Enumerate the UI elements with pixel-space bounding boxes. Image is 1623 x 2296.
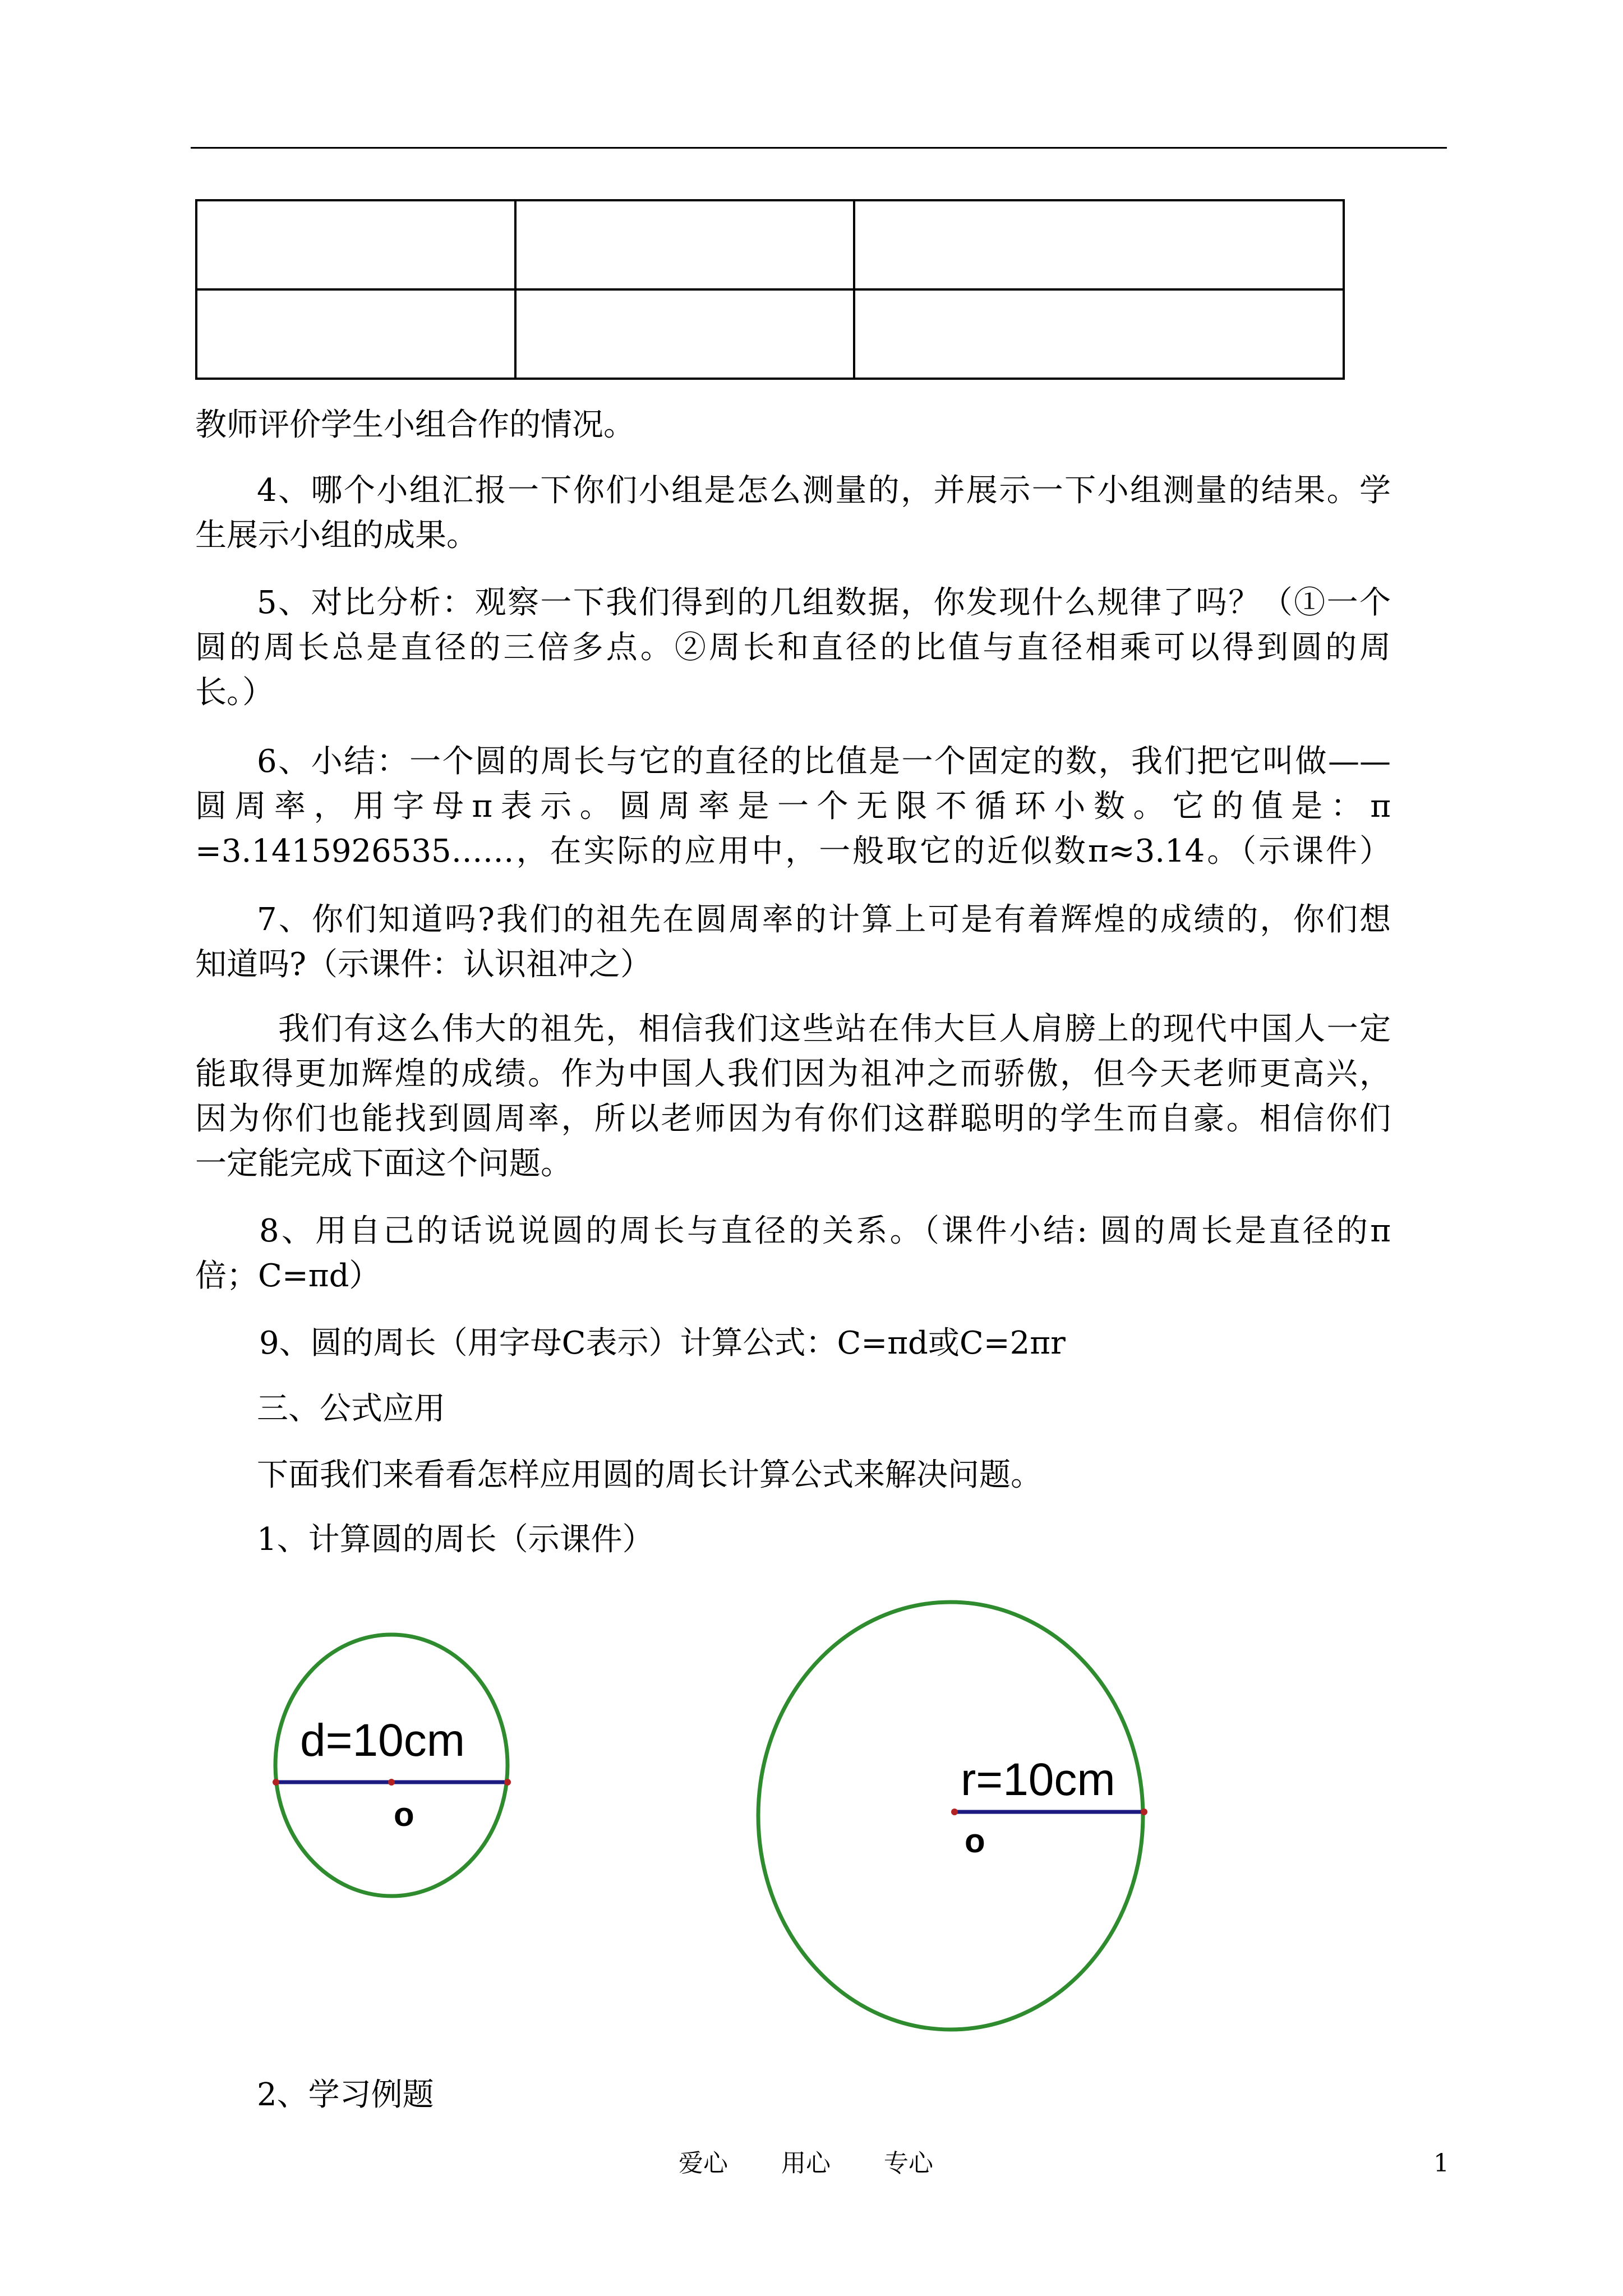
circle-radius-figure: [758, 1602, 1147, 2030]
circles-figure: [247, 1559, 1234, 2042]
table-cell: [515, 200, 854, 289]
paragraph-7-line: 7、你们知道吗?我们的祖先在圆周率的计算上可是有着辉煌的成绩的，你们想: [257, 901, 1391, 938]
paragraph-ancestors-line: 因为你们也能找到圆周率，所以老师因为有你们这群聪明的学生而自豪。相信你们: [195, 1101, 1391, 1137]
paragraph-7-line: 知道吗?（示课件：认识祖冲之）: [195, 946, 652, 983]
center-label: o: [965, 1822, 985, 1860]
paragraph-8-line: 8、用自己的话说说圆的周长与直径的关系。（课件小结: 圆的周长是直径的π: [259, 1213, 1391, 1249]
table-cell: [196, 200, 515, 289]
table-row: [196, 200, 1344, 289]
paragraph-6-line: 6、小结：一个圆的周长与它的直径的比值是一个固定的数，我们把它叫做——: [257, 743, 1391, 780]
center-point: [388, 1779, 395, 1786]
footer-item: 爱心: [679, 2149, 728, 2178]
paragraph-ancestors-line: 我们有这么伟大的祖先，相信我们这些站在伟大巨人肩膀上的现代中国人一定: [278, 1011, 1391, 1047]
radius-label: r=10cm: [961, 1754, 1115, 1805]
section-heading-formula-application: 三、公式应用: [257, 1391, 445, 1427]
circle-diameter-figure: [273, 1635, 511, 1896]
blank-table: [195, 199, 1345, 380]
endpoint: [504, 1779, 511, 1786]
paragraph-5-line: 圆的周长总是直径的三倍多点。②周长和直径的比值与直径相乘可以得到圆的周: [195, 629, 1391, 666]
paragraph-4-line: 4、哪个小组汇报一下你们小组是怎么测量的，并展示一下小组测量的结果。学: [257, 472, 1391, 509]
paragraph-intro: 下面我们来看看怎样应用圆的周长计算公式来解决问题。: [257, 1457, 1042, 1493]
paragraph-6-line: 圆周率，用字母π表示。圆周率是一个无限不循环小数。它的值是：π: [195, 788, 1391, 825]
large-circle: [758, 1602, 1143, 2030]
footer: [679, 2147, 986, 2180]
paragraph-8-line: 倍；C=πd）: [195, 1258, 381, 1294]
table-row: [196, 289, 1344, 379]
endpoint: [1141, 1809, 1147, 1815]
paragraph-ancestors-line: 能取得更加辉煌的成绩。作为中国人我们因为祖冲之而骄傲，但今天老师更高兴，: [195, 1056, 1391, 1092]
paragraph-evaluation: 教师评价学生小组合作的情况。: [195, 407, 635, 443]
table-cell: [515, 289, 854, 379]
paragraph-example: 2、学习例题: [257, 2077, 434, 2113]
endpoint: [273, 1779, 279, 1786]
table-cell: [196, 289, 515, 379]
center-point: [951, 1809, 958, 1815]
paragraph-5-line: 长。）: [195, 674, 274, 711]
table-cell: [854, 289, 1344, 379]
paragraph-5-line: 5、对比分析：观察一下我们得到的几组数据，你发现什么规律了吗？（①一个: [257, 585, 1391, 621]
table-cell: [854, 200, 1344, 289]
paragraph-ancestors-line: 一定能完成下面这个问题。: [195, 1145, 572, 1182]
paragraph-6-line: =3.1415926535……，在实际的应用中，一般取它的近似数π≈3.14。（示课件）: [195, 833, 1391, 869]
center-label: o: [394, 1796, 414, 1833]
header-rule: [191, 147, 1447, 149]
paragraph-4-line: 生展示小组的成果。: [195, 517, 478, 554]
footer-item: 专心: [884, 2149, 933, 2178]
page-number: 1: [1433, 2149, 1449, 2178]
diameter-label: d=10cm: [300, 1715, 465, 1766]
paragraph-9-formula: 9、圆的周长（用字母C表示）计算公式：C=πd或C=2πr: [259, 1325, 1066, 1361]
paragraph-exercise-1: 1、计算圆的周长（示课件）: [257, 1521, 654, 1558]
footer-item: 用心: [781, 2149, 831, 2178]
